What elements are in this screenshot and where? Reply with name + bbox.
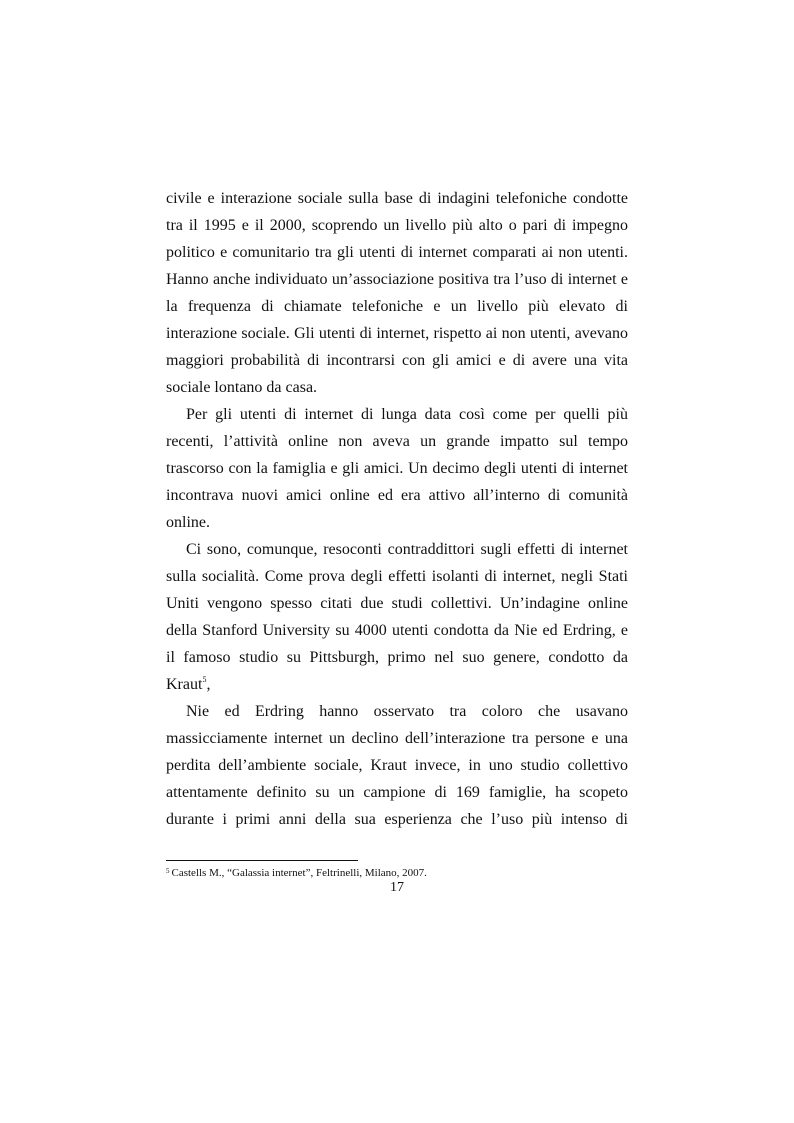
text-line: sulla socialità. Come prova degli effetti isolanti di internet, negli Stati — [166, 568, 628, 585]
text-line: della Stanford University su 4000 utenti condotta da Nie ed Erdring, e — [166, 622, 628, 639]
text-line: maggiori probabilità di incontrarsi con gli amici e di avere una vita — [166, 352, 628, 369]
trailing-comma: , — [206, 676, 211, 693]
text-line: Ci sono, comunque, resoconti contraddittori sugli effetti di internet — [186, 541, 628, 558]
text-line: massicciamente internet un declino dell’interazione tra persone e una — [166, 730, 628, 747]
text-line: civile e interazione sociale sulla base di indagini telefoniche condotte — [166, 190, 628, 207]
text-line: trascorso con la famiglia e gli amici. Un decimo degli utenti di internet — [166, 460, 628, 477]
text-line: Hanno anche individuato un’associazione positiva tra l’uso di internet e — [166, 271, 628, 288]
text-line: tra il 1995 e il 2000, scoprendo un livello più alto o pari di impegno — [166, 217, 628, 234]
kraut-word: Kraut — [166, 676, 203, 693]
text-line: perdita dell’ambiente sociale, Kraut invece, in uno studio collettivo — [166, 757, 628, 774]
footnote-divider — [166, 860, 358, 861]
footnote — [166, 866, 427, 880]
text-line: Uniti vengono spesso citati due studi collettivi. Un’indagine online — [166, 595, 628, 612]
text-line-kraut — [166, 671, 628, 698]
text-line: durante i primi anni della sua esperienza che l’uso più intenso di — [166, 811, 628, 828]
body-text — [166, 185, 628, 833]
footnote-text: Castells M., “Galassia internet”, Feltrinelli, Milano, 2007. — [171, 867, 427, 879]
text-line: Nie ed Erdring hanno osservato tra coloro che usavano — [186, 703, 628, 720]
text-line: attentamente definito su un campione di 169 famiglie, ha scopeto — [166, 784, 628, 801]
text-line: recenti, l’attività online non aveva un grande impatto sul tempo — [166, 433, 628, 450]
footnote-reference: 5 — [202, 675, 207, 684]
footnote-mark: 5 — [166, 867, 170, 875]
text-line: online. — [166, 514, 210, 531]
text-line: Per gli utenti di internet di lunga data così come per quelli più — [186, 406, 628, 423]
text-line: incontrava nuovi amici online ed era attivo all’interno di comunità — [166, 487, 628, 504]
text-line: politico e comunitario tra gli utenti di internet comparati ai non utenti. — [166, 244, 628, 261]
text-line: sociale lontano da casa. — [166, 379, 318, 396]
text-line: interazione sociale. Gli utenti di internet, rispetto ai non utenti, avevano — [166, 325, 628, 342]
text-line: il famoso studio su Pittsburgh, primo nel suo genere, condotto da — [166, 649, 628, 666]
text-line: la frequenza di chiamate telefoniche e un livello più elevato di — [166, 298, 628, 315]
page-number: 17 — [390, 880, 404, 895]
